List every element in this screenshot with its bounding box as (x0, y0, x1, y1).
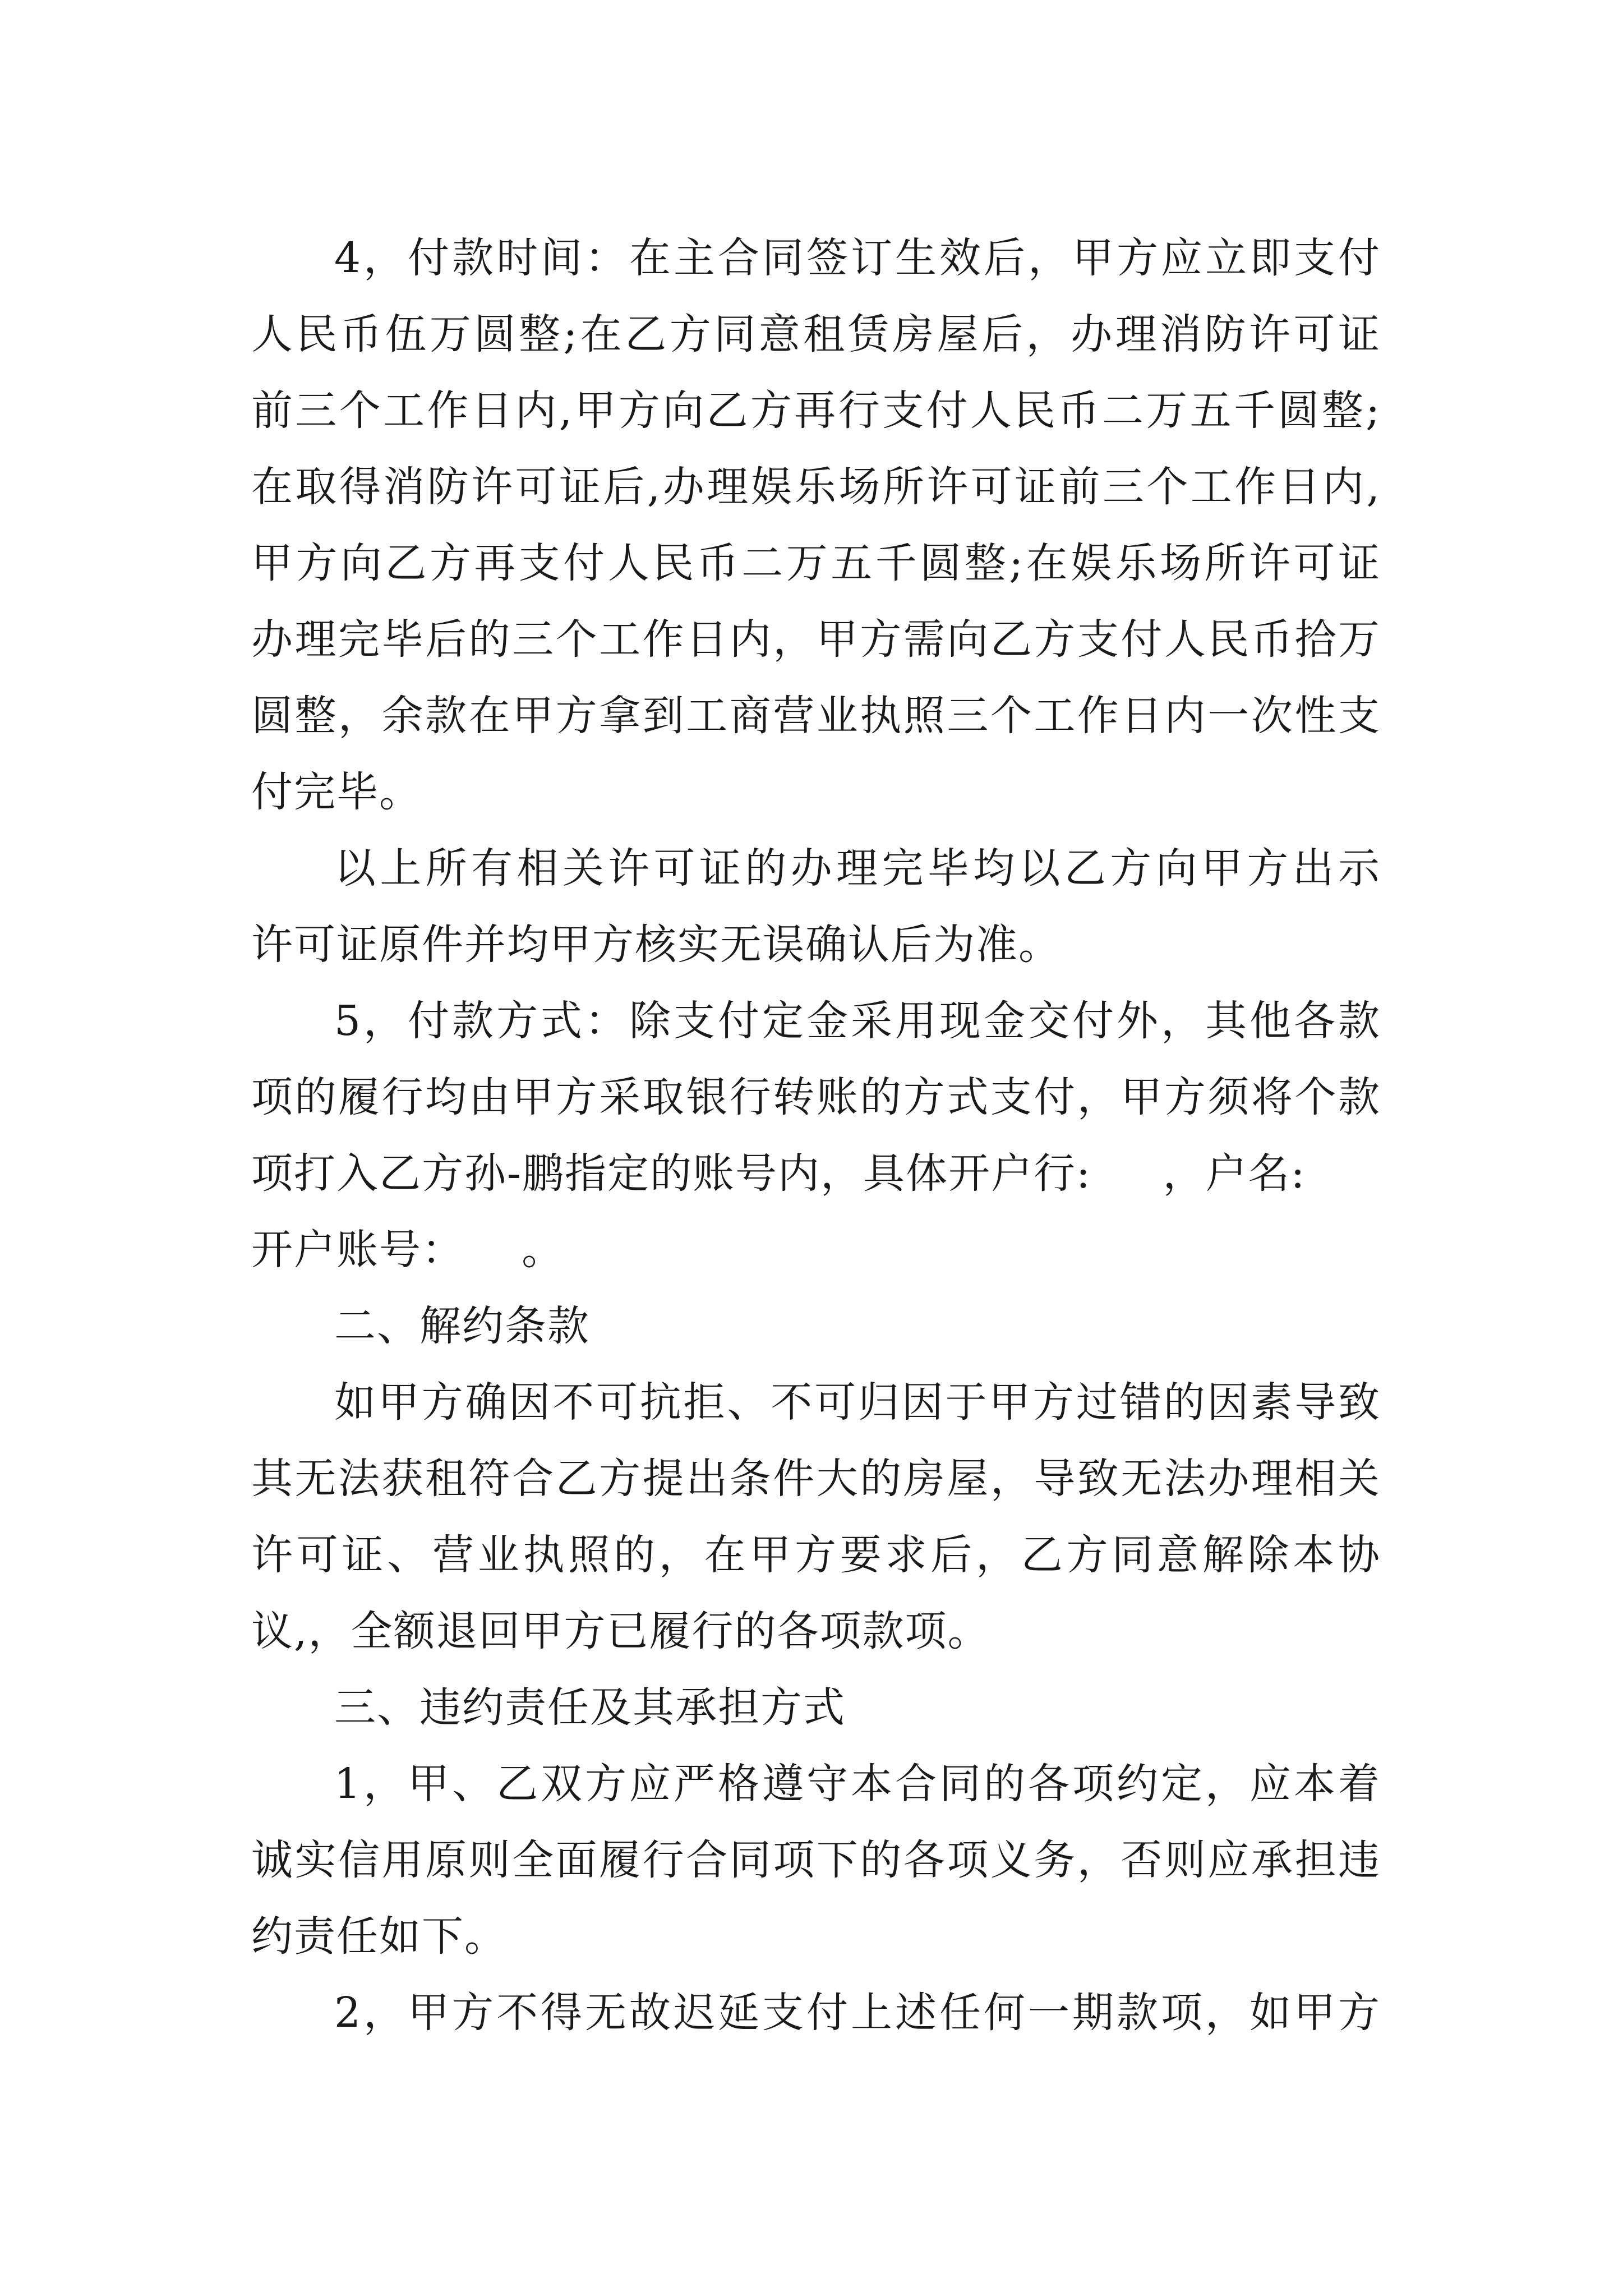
text-line: 办理完毕后的三个工作日内，甲方需向乙方支付人民币拾万 (251, 615, 1381, 664)
text-line: 项的履行均由甲方采取银行转账的方式支付，甲方须将个款 (251, 1073, 1381, 1121)
text-line: 2，甲方不得无故迟延支付上述任何一期款项，如甲方 (334, 1989, 1381, 2037)
text-line: 圆整，余款在甲方拿到工商营业执照三个工作日内一次性支 (251, 692, 1381, 740)
text-line: 付完毕。 (251, 768, 422, 816)
text-line: 在取得消防许可证后,办理娱乐场所许可证前三个工作日内, (251, 463, 1381, 511)
text-line: 开户账号： 。 (251, 1226, 565, 1274)
text-line: 人民币伍万圆整;在乙方同意租赁房屋后，办理消防许可证 (251, 310, 1381, 358)
text-line: 二、解约条款 (334, 1302, 590, 1350)
text-line: 1，甲、乙双方应严格遵守本合同的各项约定，应本着 (334, 1760, 1381, 1808)
text-line: 4，付款时间：在主合同签订生效后，甲方应立即支付 (334, 234, 1381, 282)
document-body (251, 220, 1381, 2051)
text-line: 议,，全额退回甲方已履行的各项款项。 (251, 1607, 990, 1655)
text-line: 三、违约责任及其承担方式 (334, 1683, 846, 1732)
text-line: 甲方向乙方再支付人民币二万五千圆整;在娱乐场所许可证 (251, 539, 1381, 587)
text-line: 项打入乙方孙-鹏指定的账号内，具体开户行: ，户名: (251, 1149, 1306, 1198)
text-line: 约责任如下。 (251, 1912, 507, 1961)
text-line: 前三个工作日内,甲方向乙方再行支付人民币二万五千圆整; (251, 386, 1381, 435)
text-line: 许可证、营业执照的，在甲方要求后，乙方同意解除本协 (251, 1531, 1381, 1579)
text-line: 5，付款方式：除支付定金采用现金交付外，其他各款 (334, 997, 1381, 1045)
text-line: 以上所有相关许可证的办理完毕均以乙方向甲方出示 (334, 844, 1381, 892)
text-line: 如甲方确因不可抗拒、不可归因于甲方过错的因素导致 (334, 1378, 1381, 1427)
text-line: 许可证原件并均甲方核实无误确认后为准。 (251, 921, 1061, 969)
text-line: 其无法获租符合乙方提出条件大的房屋，导致无法办理相关 (251, 1455, 1381, 1503)
text-line: 诚实信用原则全面履行合同项下的各项义务，否则应承担违 (251, 1836, 1381, 1884)
